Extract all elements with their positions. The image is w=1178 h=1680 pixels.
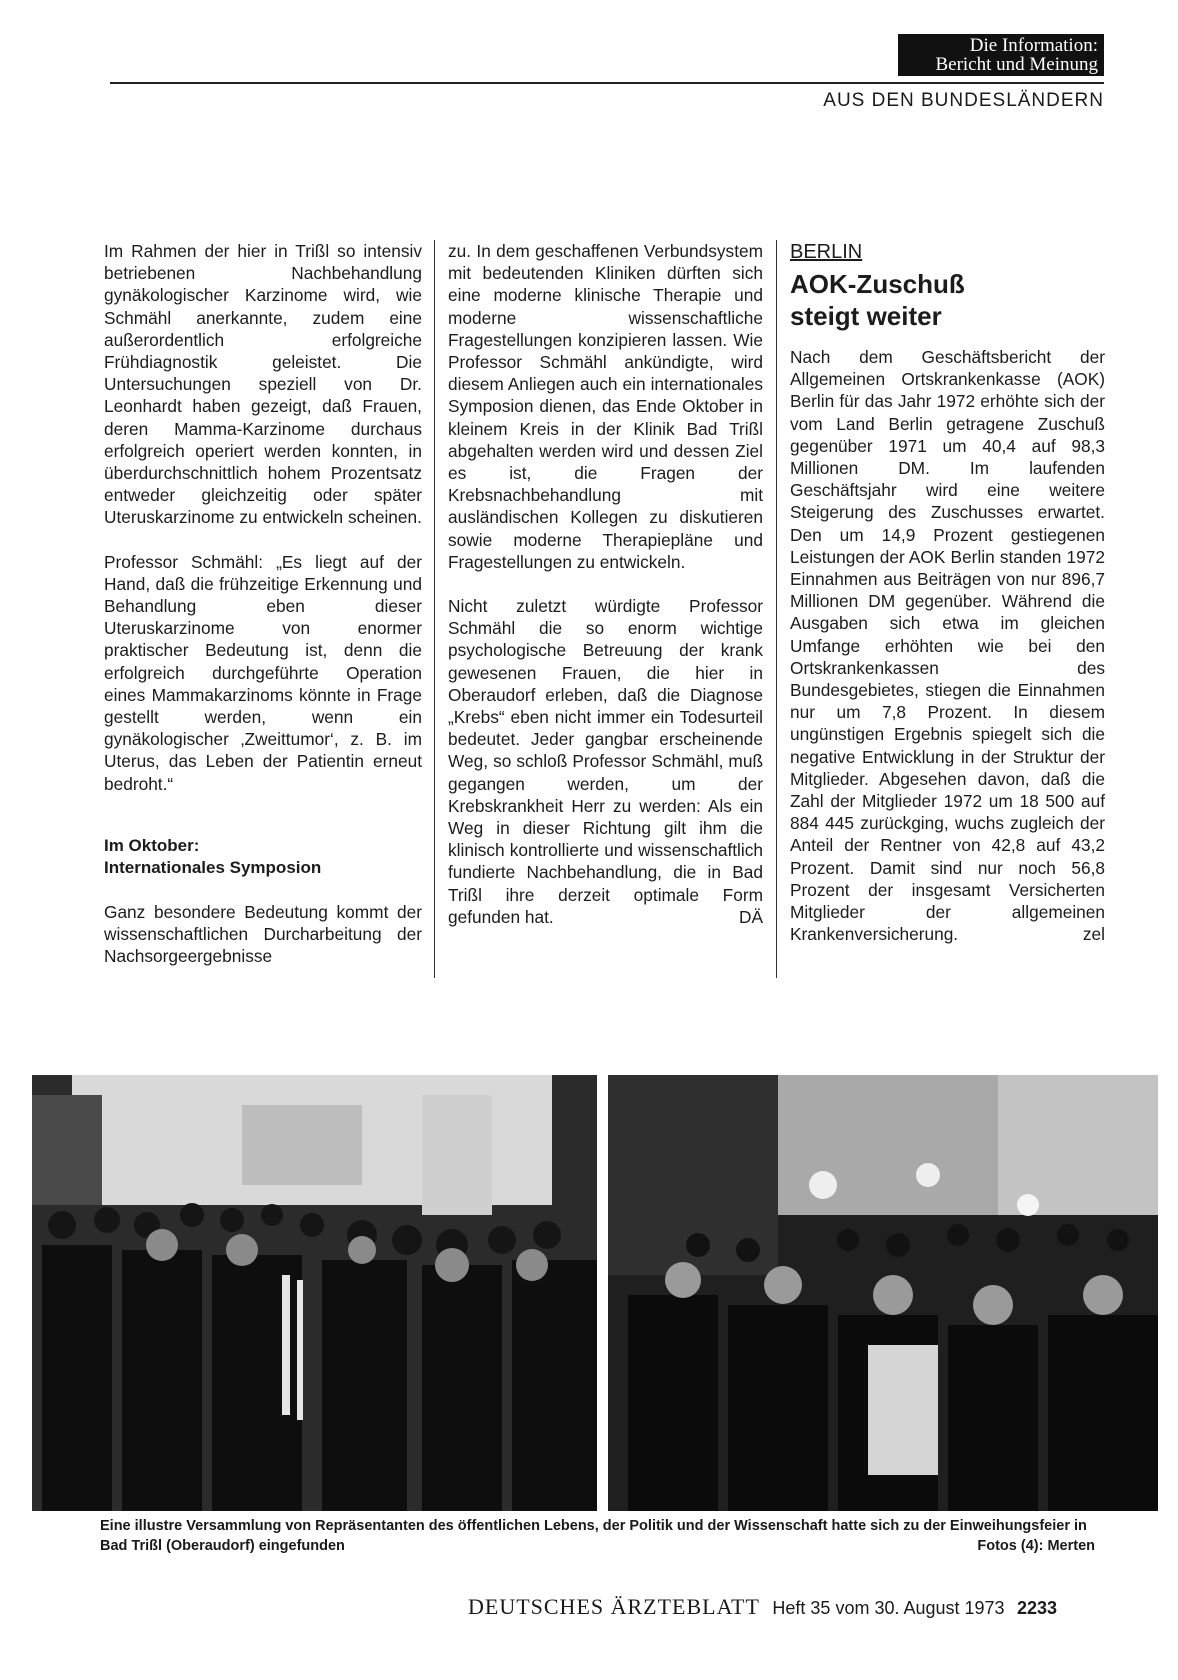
photo-credit: Fotos (4): Merten: [977, 1538, 1095, 1554]
issue-info: Heft 35 vom 30. August 1973: [772, 1598, 1005, 1618]
subheading: [104, 835, 422, 879]
article-column-3: [790, 240, 1105, 967]
section-label: AUS DEN BUNDESLÄNDERN: [823, 90, 1104, 111]
header-rule: [110, 82, 1104, 84]
headline-line-2: steigt weiter: [790, 301, 942, 331]
magazine-title: DEUTSCHES ÄRZTEBLATT: [468, 1594, 760, 1619]
photo-audience-left: [32, 1075, 597, 1511]
column-divider: [434, 240, 435, 978]
paragraph: Ganz besondere Bedeutung kommt der wissenschaftlichen Durcharbeitung der Nachsorgeergebnisse: [104, 901, 422, 967]
author-signature: zel: [1082, 924, 1105, 945]
rubric-line-2: Bericht und Meinung: [935, 54, 1098, 75]
page-footer: [468, 1594, 1057, 1620]
column-divider: [776, 240, 777, 978]
caption-text: Eine illustre Versammlung von Repräsentanten des öffentlichen Lebens, der Politik und der Wissenschaft hatte sich zu der Einweihungsfeier in Bad Trißl (Oberaudorf) eingefunden: [100, 1518, 1087, 1554]
author-signature: DÄ: [738, 906, 763, 927]
rubric-line-1: Die Information:: [969, 35, 1098, 56]
article-column-1: [104, 240, 422, 989]
paragraph: zu. In dem geschaffenen Verbundsystem mit bedeutenden Kliniken dürften sich eine moderne klinische Therapie und moderne wissenschaftliche Fragestellungen konzipieren lassen. Wie Professor Schmähl ankündigte, wird diesem Anliegen auch ein internationales Symposion dienen, das Ende Oktober in kleinem Kreis in der Klinik Bad Trißl abgehalten werden wird und dessen Ziel es ist, die Fragen der Krebsnachbehandlung mit ausländischen Kollegen zu diskutieren sowie moderne Therapiepläne und Fragestellungen zu entwickeln.: [448, 241, 763, 572]
article-headline: [790, 268, 1105, 332]
paragraph: [790, 346, 1105, 945]
photo-audience-left-image: [32, 1075, 597, 1511]
paragraph: Im Rahmen der hier in Trißl so intensiv betriebenen Nachbehandlung gynäkologischer Karzinome wird, wie Schmähl anerkannte, zudem eine außerordentlich erfolgreiche Frühdiagnostik geleistet. Die Untersuchungen speziell von Dr. Leonhardt haben gezeigt, daß Frauen, deren Mamma-Karzinome durchaus erfolgreich operiert werden konnten, in überdurchschnittlich hohem Prozentsatz entweder gleichzeitig oder später Uteruskarzinome zu entwickeln scheinen.: [104, 241, 422, 528]
rubric-badge: [898, 34, 1104, 76]
paragraph: [448, 595, 763, 928]
subheading-line-2: Internationales Symposion: [104, 857, 322, 877]
paragraph: Professor Schmähl: „Es liegt auf der Hand, daß die frühzeitige Erkennung und Behandlung eben dieser Uteruskarzinome von enormer praktischer Bedeutung ist, denn die erfolgreich durchgeführte Operation eines Mammakarzinoms könnte in Frage gestellt werden, wenn ein gynäkologischer ‚Zweittumor‘, z. B. im Uterus, das Leben der Patientin erneut bedroht.“: [104, 551, 422, 794]
article-column-2: [448, 240, 763, 950]
page-number: 2233: [1017, 1598, 1058, 1618]
region-label: BERLIN: [790, 241, 863, 263]
subheading-line-1: Im Oktober:: [104, 835, 200, 855]
photo-audience-right: [608, 1075, 1158, 1511]
paragraph-text: Nicht zuletzt würdigte Professor Schmähl die so enorm wichtige psychologische Betreuung der krank gewesenen Frauen, die hier in Oberaudorf erleben, daß die Diagnose „Krebs“ eben nicht immer ein Todesurteil bedeutet. Jeder gangbar erscheinende Weg, so schloß Professor Schmähl, muß gegangen werden, um der Krebskrankheit Herr zu werden: Als ein Weg in dieser Richtung gilt ihm die klinisch kontrollierte und wissenschaftlich fundierte Nachbehandlung, die in Bad Trißl ihre derzeit optimale Form gefunden hat.: [448, 596, 763, 927]
headline-line-1: AOK-Zuschuß: [790, 269, 965, 299]
photo-audience-right-image: [608, 1075, 1158, 1511]
paragraph-text: Nach dem Geschäftsbericht der Allgemeinen Ortskrankenkasse (AOK) Berlin für das Jahr 1972 erhöhte sich der vom Land Berlin getragene Zuschuß gegenüber 1971 um 40,4 auf 98,3 Millionen DM. Im laufenden Geschäftsjahr wird eine weitere Steigerung des Zuschusses erwartet. Den um 14,9 Prozent gestiegenen Leistungen der AOK Berlin standen 1972 Einnahmen aus Beiträgen von nur 896,7 Millionen DM gegenüber. Während die Ausgaben sich etwa im gleichen Umfange erhöhten wie bei den Ortskrankenkassen des Bundesgebietes, stiegen die Einnahmen nur um 7,8 Prozent. In diesem ungünstigen Ergebnis spiegelt sich die negative Entwicklung in der Struktur der Mitglieder. Abgesehen davon, daß die Zahl der Mitglieder 1972 um 18 500 auf 884 445 zurückging, wuchs zugleich der Anteil der Rentner von 42,8 auf 43,2 Prozent. Damit sind nur noch 56,8 Prozent der insgesamt Versicherten Mitglieder der allgemeinen Krankenversicherung.: [790, 347, 1105, 945]
photo-caption: [100, 1516, 1095, 1556]
